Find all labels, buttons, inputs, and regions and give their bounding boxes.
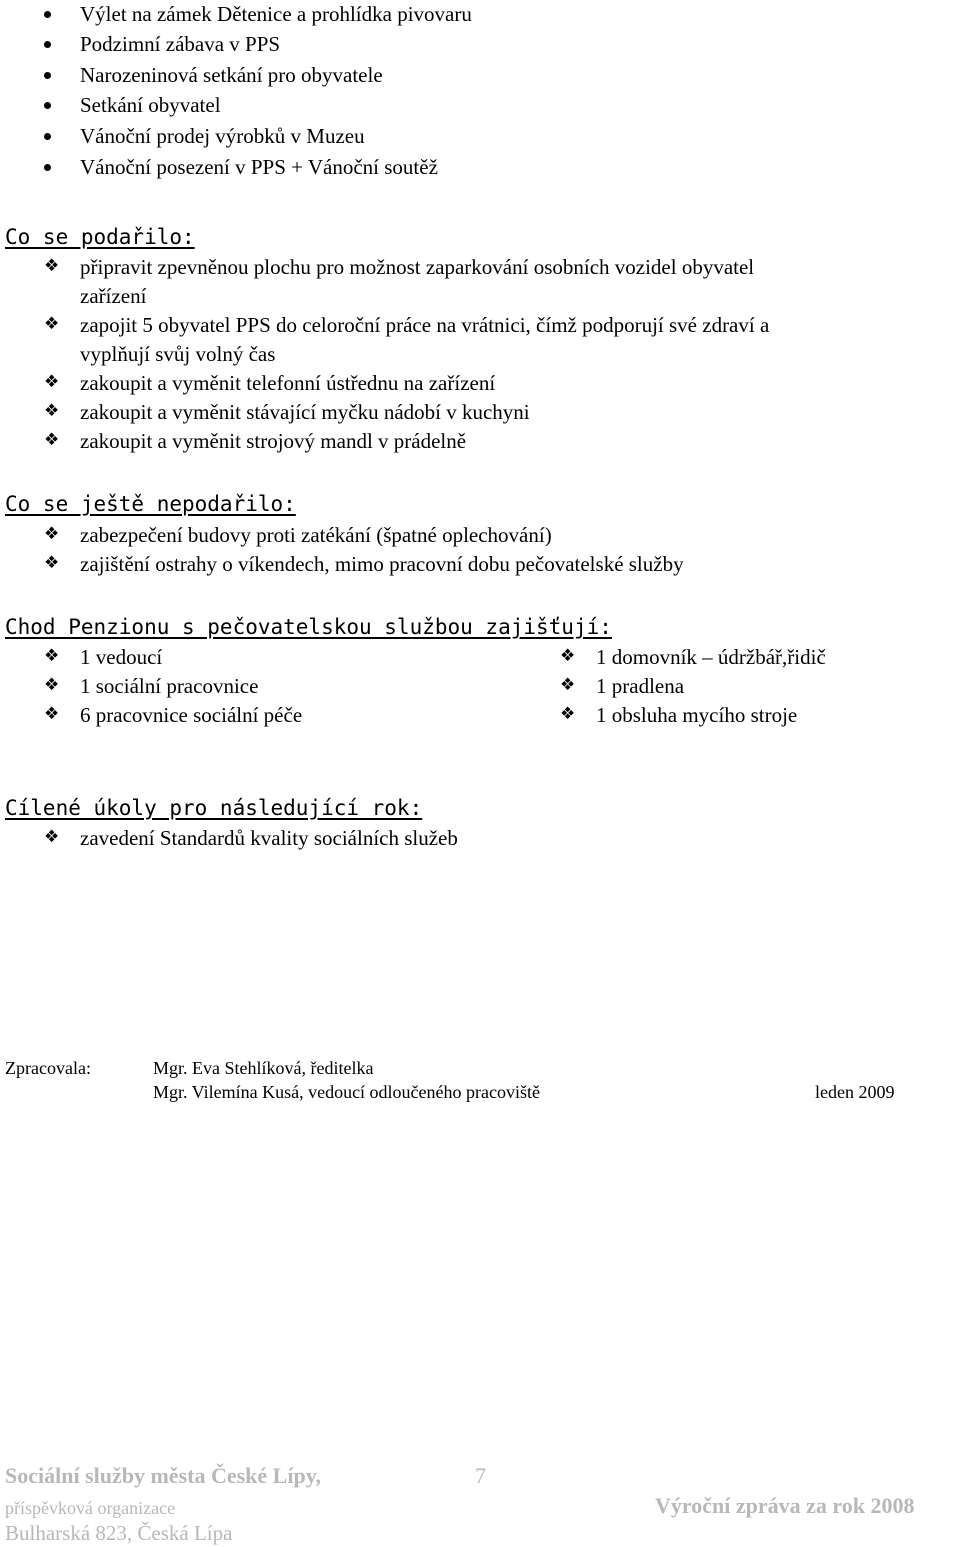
diamond-bullet-icon: ❖ xyxy=(44,646,60,665)
signature-label: Zpracovala: xyxy=(5,1058,91,1078)
signature-name-1: Mgr. Eva Stehlíková, ředitelka xyxy=(153,1058,374,1078)
diamond-bullet-icon: ❖ xyxy=(44,401,60,420)
list-item-continuation: zařízení xyxy=(80,284,147,308)
footer-org-type: příspěvková organizace xyxy=(5,1498,176,1518)
diamond-bullet-icon: ❖ xyxy=(560,675,576,694)
footer-report-title: Výroční zpráva za rok 2008 xyxy=(655,1493,915,1518)
diamond-bullet-icon: ❖ xyxy=(44,256,60,275)
bullet-icon xyxy=(44,11,51,18)
signature-date: leden 2009 xyxy=(815,1082,895,1102)
diamond-bullet-icon: ❖ xyxy=(44,314,60,333)
bullet-icon xyxy=(44,102,51,109)
diamond-bullet-icon: ❖ xyxy=(44,430,60,449)
diamond-bullet-icon: ❖ xyxy=(44,675,60,694)
footer-address: Bulharská 823, Česká Lípa xyxy=(5,1521,233,1545)
footer-org-name: Sociální služby města České Lípy, xyxy=(5,1463,321,1488)
diamond-bullet-icon: ❖ xyxy=(560,646,576,665)
section-heading-goals: Cílené úkoly pro následující rok: xyxy=(5,796,423,820)
bullet-icon xyxy=(44,41,51,48)
diamond-bullet-icon: ❖ xyxy=(44,524,60,543)
footer-page-number: 7 xyxy=(475,1463,486,1488)
list-item-continuation: vyplňují svůj volný čas xyxy=(80,342,276,366)
signature-name-2: Mgr. Vilemína Kusá, vedoucí odloučeného pracoviště xyxy=(153,1082,540,1102)
section-heading-not-achieved: Co se ještě nepodařilo: xyxy=(5,492,296,516)
section-heading-achieved: Co se podařilo: xyxy=(5,225,195,249)
diamond-bullet-icon: ❖ xyxy=(560,704,576,723)
bullet-icon xyxy=(44,133,51,140)
section-heading-staff: Chod Penzionu s pečovatelskou službou zajišťují: xyxy=(5,615,612,639)
diamond-bullet-icon: ❖ xyxy=(44,827,60,846)
diamond-bullet-icon: ❖ xyxy=(44,372,60,391)
bullet-icon xyxy=(44,72,51,79)
diamond-bullet-icon: ❖ xyxy=(44,704,60,723)
diamond-bullet-icon: ❖ xyxy=(44,553,60,572)
bullet-icon xyxy=(44,164,51,171)
